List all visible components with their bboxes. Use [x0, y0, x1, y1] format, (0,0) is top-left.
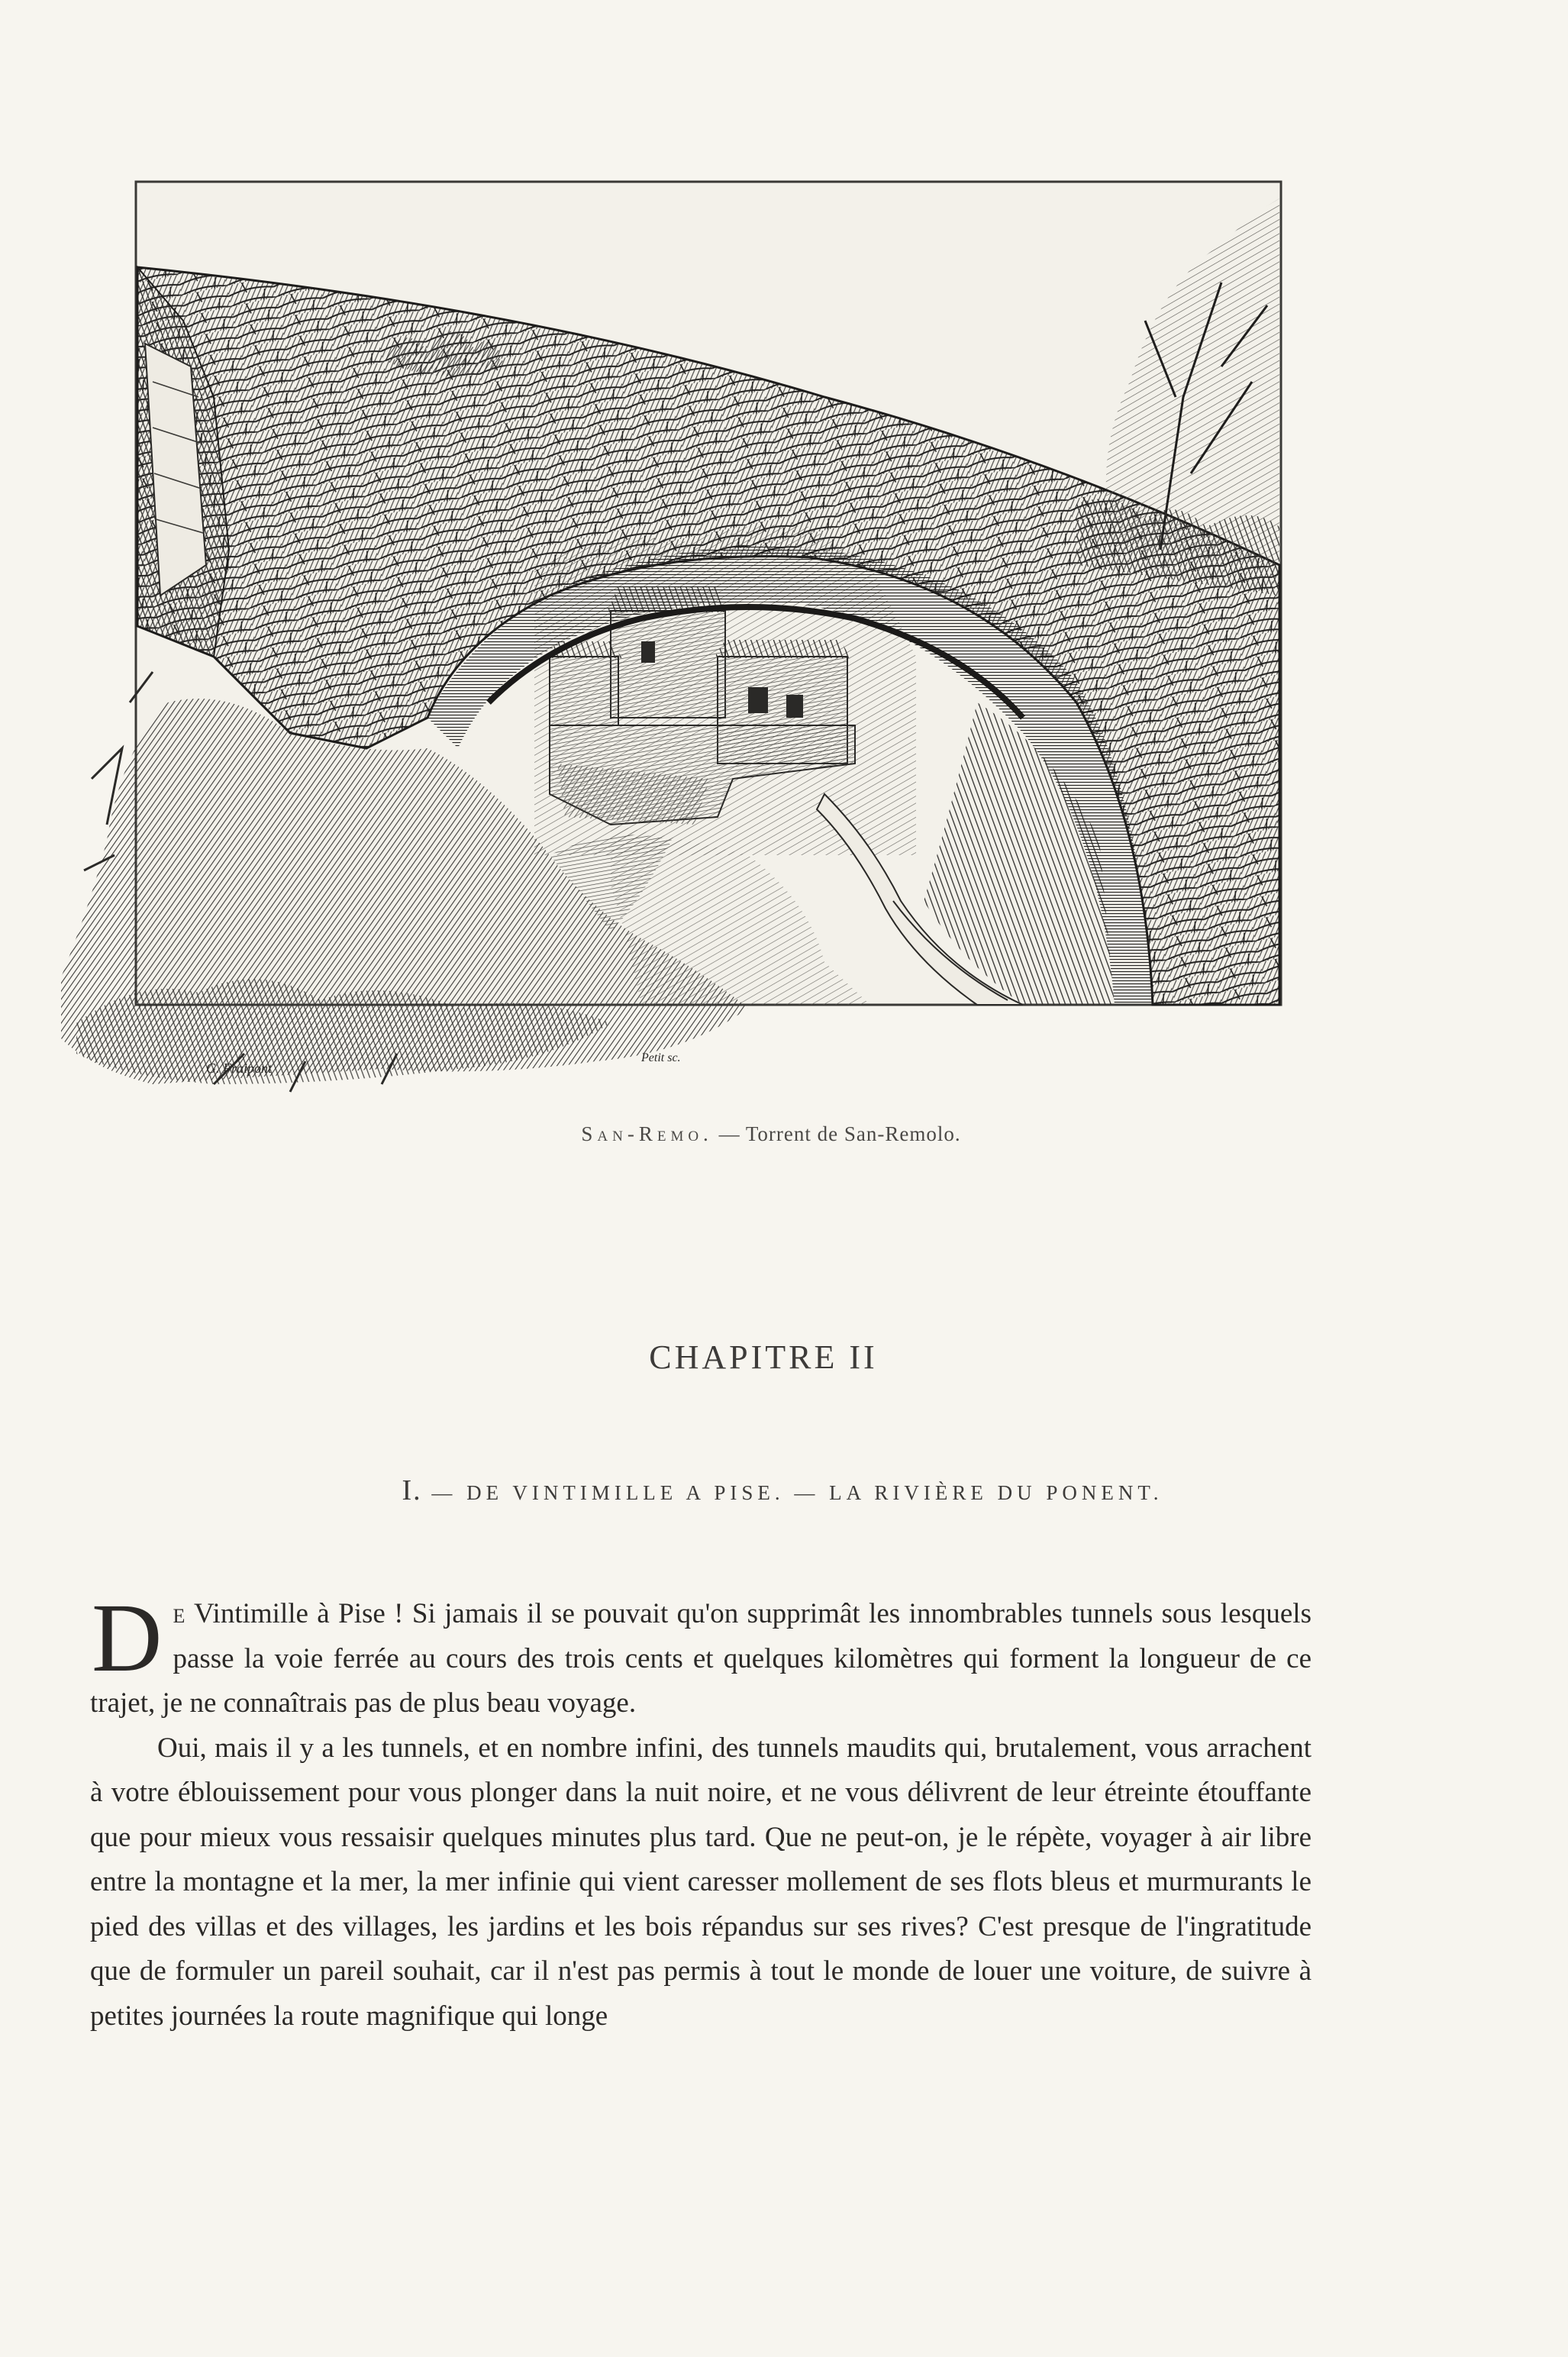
caption-text: — Torrent de San-Remolo. — [712, 1122, 961, 1145]
paragraph-1 — [90, 1584, 1312, 1726]
engraver-signature: Petit sc. — [641, 1051, 681, 1064]
drop-cap: D — [92, 1584, 163, 1692]
figure-caption — [427, 1122, 1115, 1146]
bridge-engraving — [61, 168, 1282, 1107]
engraving-illustration — [61, 168, 1282, 1107]
section-title-text: — DE VINTIMILLE A PISE. — LA RIVIÈRE DU PONENT. — [421, 1481, 1163, 1504]
chapter-title: CHAPITRE II — [649, 1338, 878, 1376]
caption-place: San-Remo. — [581, 1122, 713, 1145]
artist-signature: G. Fraipont — [206, 1061, 273, 1076]
paragraph-1-text: Vintimille à Pise ! Si jamais il se pouvait qu'on supprimât les innombrables tunnels sous lesquels passe la voie ferrée au cours des trois cents et quelques kilomètres qui forment la longueur de ce trajet, je ne connaîtrais pas de plus beau voyage. — [90, 1598, 1312, 1719]
body-text — [90, 1584, 1312, 2039]
section-title — [191, 1474, 1374, 1507]
paragraph-2: Oui, mais il y a les tunnels, et en nombre infini, des tunnels maudits qui, brutalement, vous arrachent à votre éblouissement pour vous plonger dans la nuit noire, et ne vous délivrent de leur étreinte étouffante que pour mieux vous ressaisir quelques minutes plus tard. Que ne peut-on, je le répète, voyager à air libre entre la montagne et la mer, la mer infinie qui vient caresser mollement de ses flots bleus et murmurants le pied des villas et des villages, les jardins et les bois répandus sur ses rives? C'est presque de l'ingratitude que de formuler un pareil souhait, car il n'est pas permis à tout le monde de louer une voiture, de suivre à petites journées la route magnifique qui longe — [90, 1732, 1312, 2032]
paragraph-1-lead: e — [173, 1598, 186, 1629]
section-number: I. — [402, 1474, 422, 1506]
